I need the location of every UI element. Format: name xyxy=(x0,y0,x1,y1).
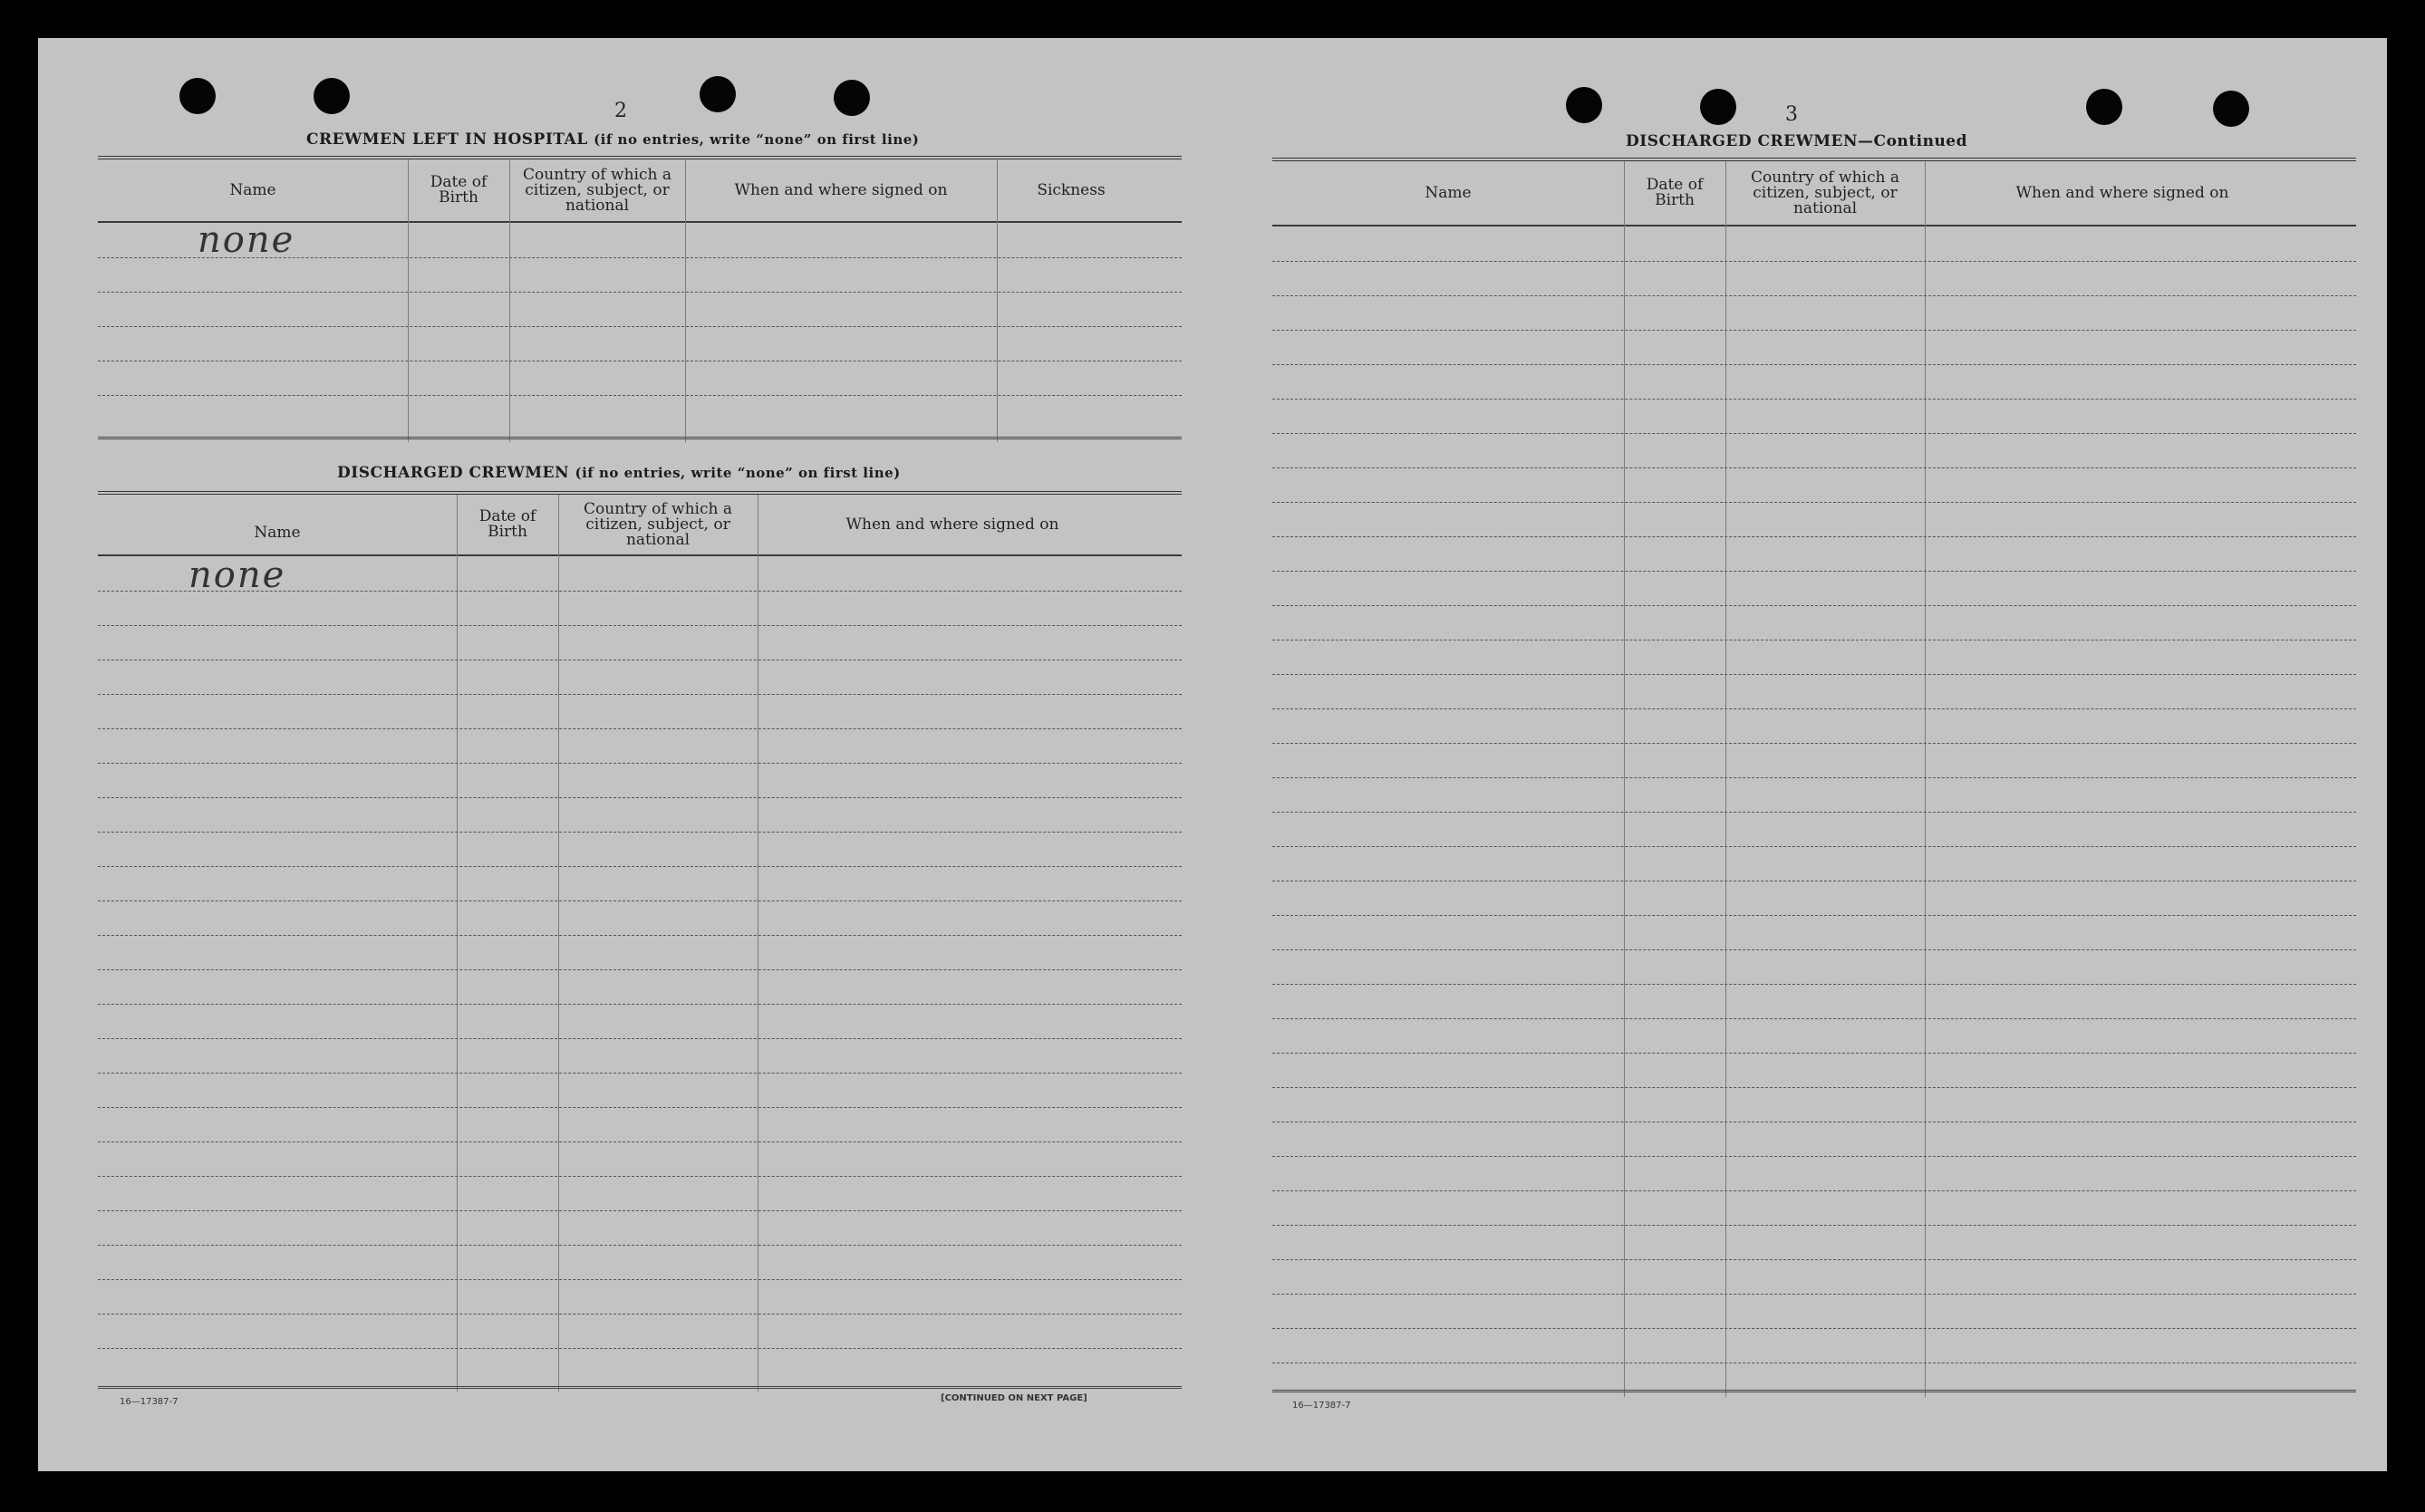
entry-line xyxy=(1272,846,2356,847)
entry-line xyxy=(1272,1156,2356,1157)
entry-line xyxy=(1272,433,2356,434)
punch-hole xyxy=(179,78,216,114)
entry-line xyxy=(98,866,1182,867)
punch-hole xyxy=(834,80,870,116)
discharged-title-note: (if no entries, write “none” on first line) xyxy=(575,465,901,481)
handwritten-none-entry: none xyxy=(198,219,295,261)
entry-line xyxy=(98,1038,1182,1039)
entry-line xyxy=(1272,743,2356,744)
column-header-name: Name xyxy=(254,523,301,542)
hospital-title-text: CREWMEN LEFT IN HOSPITAL xyxy=(306,130,588,149)
column-divider xyxy=(1925,161,1926,1397)
table-bottom-rule xyxy=(1272,1390,2356,1392)
entry-line xyxy=(1272,330,2356,331)
punch-hole xyxy=(2086,89,2122,125)
entry-line xyxy=(98,292,1182,293)
column-header-date-of-birth: Date of Birth xyxy=(1646,176,1704,209)
entry-line xyxy=(98,326,1182,327)
column-header-name: Name xyxy=(1425,183,1472,202)
entry-line xyxy=(1272,605,2356,606)
table-header xyxy=(98,495,1182,556)
column-header-signed-on: When and where signed on xyxy=(2015,183,2229,202)
discharged-title-text: DISCHARGED CREWMEN xyxy=(337,464,570,482)
document-sheet xyxy=(38,38,2387,1471)
page-number-right: 3 xyxy=(1785,103,1798,126)
entry-line xyxy=(1272,1190,2356,1191)
entry-line xyxy=(98,797,1182,798)
entry-line xyxy=(98,900,1182,901)
entry-line xyxy=(1272,1294,2356,1295)
entry-line xyxy=(98,1279,1182,1280)
entry-line xyxy=(98,728,1182,729)
entry-line xyxy=(98,1073,1182,1074)
entry-line xyxy=(1272,949,2356,950)
hospital-table xyxy=(98,156,1182,442)
entry-line xyxy=(98,694,1182,695)
entry-line xyxy=(98,1314,1182,1315)
column-header-signed-on: When and where signed on xyxy=(845,515,1059,534)
continued-on-next-page-note: [CONTINUED ON NEXT PAGE] xyxy=(941,1393,1087,1403)
column-header-country: Country of which a citizen, subject, or national xyxy=(584,499,732,549)
column-header-date-of-birth: Date of Birth xyxy=(478,507,536,541)
punch-hole xyxy=(314,78,350,114)
column-divider xyxy=(509,159,510,442)
entry-line xyxy=(98,1245,1182,1246)
entry-line xyxy=(1272,467,2356,468)
column-header-signed-on: When and where signed on xyxy=(734,180,948,199)
discharged-table xyxy=(98,491,1182,1392)
entry-line xyxy=(1272,1018,2356,1019)
column-header-country: Country of which a citizen, subject, or national xyxy=(523,165,671,215)
entry-line xyxy=(98,1004,1182,1005)
entry-line xyxy=(98,1210,1182,1211)
entry-line xyxy=(98,1141,1182,1142)
column-divider xyxy=(997,159,998,442)
punch-hole xyxy=(700,76,736,112)
column-divider xyxy=(685,159,686,442)
form-number-right: 16—17387-7 xyxy=(1292,1401,1351,1411)
entry-line xyxy=(1272,984,2356,985)
entry-line xyxy=(1272,1259,2356,1260)
column-divider xyxy=(1725,161,1726,1397)
entry-line xyxy=(98,395,1182,396)
punch-hole xyxy=(2213,91,2249,127)
entry-line xyxy=(98,763,1182,764)
entry-line xyxy=(1272,674,2356,675)
hospital-title-note: (if no entries, write “none” on first line) xyxy=(594,131,920,148)
entry-line xyxy=(98,1348,1182,1349)
discharged-continued-table xyxy=(1272,158,2356,1397)
entry-line xyxy=(1272,502,2356,503)
entry-line xyxy=(1272,708,2356,709)
entry-line xyxy=(1272,1053,2356,1054)
punch-hole xyxy=(1566,87,1602,123)
entry-line xyxy=(1272,295,2356,296)
table-bottom-rule xyxy=(98,437,1182,439)
column-header-sickness: Sickness xyxy=(1037,180,1106,199)
column-header-name: Name xyxy=(229,180,276,199)
entry-line xyxy=(1272,536,2356,537)
column-header-date-of-birth: Date of Birth xyxy=(430,173,488,207)
entry-line xyxy=(1272,812,2356,813)
entry-line xyxy=(98,625,1182,626)
handwritten-none-entry: none xyxy=(188,554,286,596)
discharged-section-title xyxy=(337,464,901,482)
entry-line xyxy=(1272,1225,2356,1226)
entry-line xyxy=(1272,261,2356,262)
punch-hole xyxy=(1700,89,1736,125)
entry-line xyxy=(1272,364,2356,365)
entry-line xyxy=(98,969,1182,970)
entry-line xyxy=(1272,571,2356,572)
entry-line xyxy=(1272,1328,2356,1329)
entry-line xyxy=(1272,915,2356,916)
entry-line xyxy=(98,935,1182,936)
table-bottom-rule xyxy=(98,1386,1182,1389)
entry-line xyxy=(98,1107,1182,1108)
table-header xyxy=(1272,161,2356,226)
entry-line xyxy=(1272,399,2356,400)
entry-line xyxy=(1272,777,2356,778)
hospital-section-title xyxy=(306,130,919,149)
entry-line xyxy=(1272,1087,2356,1088)
column-divider xyxy=(558,495,559,1392)
entry-line xyxy=(98,1176,1182,1177)
column-header-country: Country of which a citizen, subject, or national xyxy=(1751,168,1899,217)
page-number-left: 2 xyxy=(614,100,627,122)
entry-line xyxy=(98,832,1182,833)
column-divider xyxy=(1624,161,1625,1397)
table-header xyxy=(98,159,1182,223)
form-number-left: 16—17387-7 xyxy=(120,1397,179,1407)
discharged-continued-title: DISCHARGED CREWMEN—Continued xyxy=(1626,132,1968,150)
column-divider xyxy=(457,495,458,1392)
column-divider xyxy=(408,159,409,442)
